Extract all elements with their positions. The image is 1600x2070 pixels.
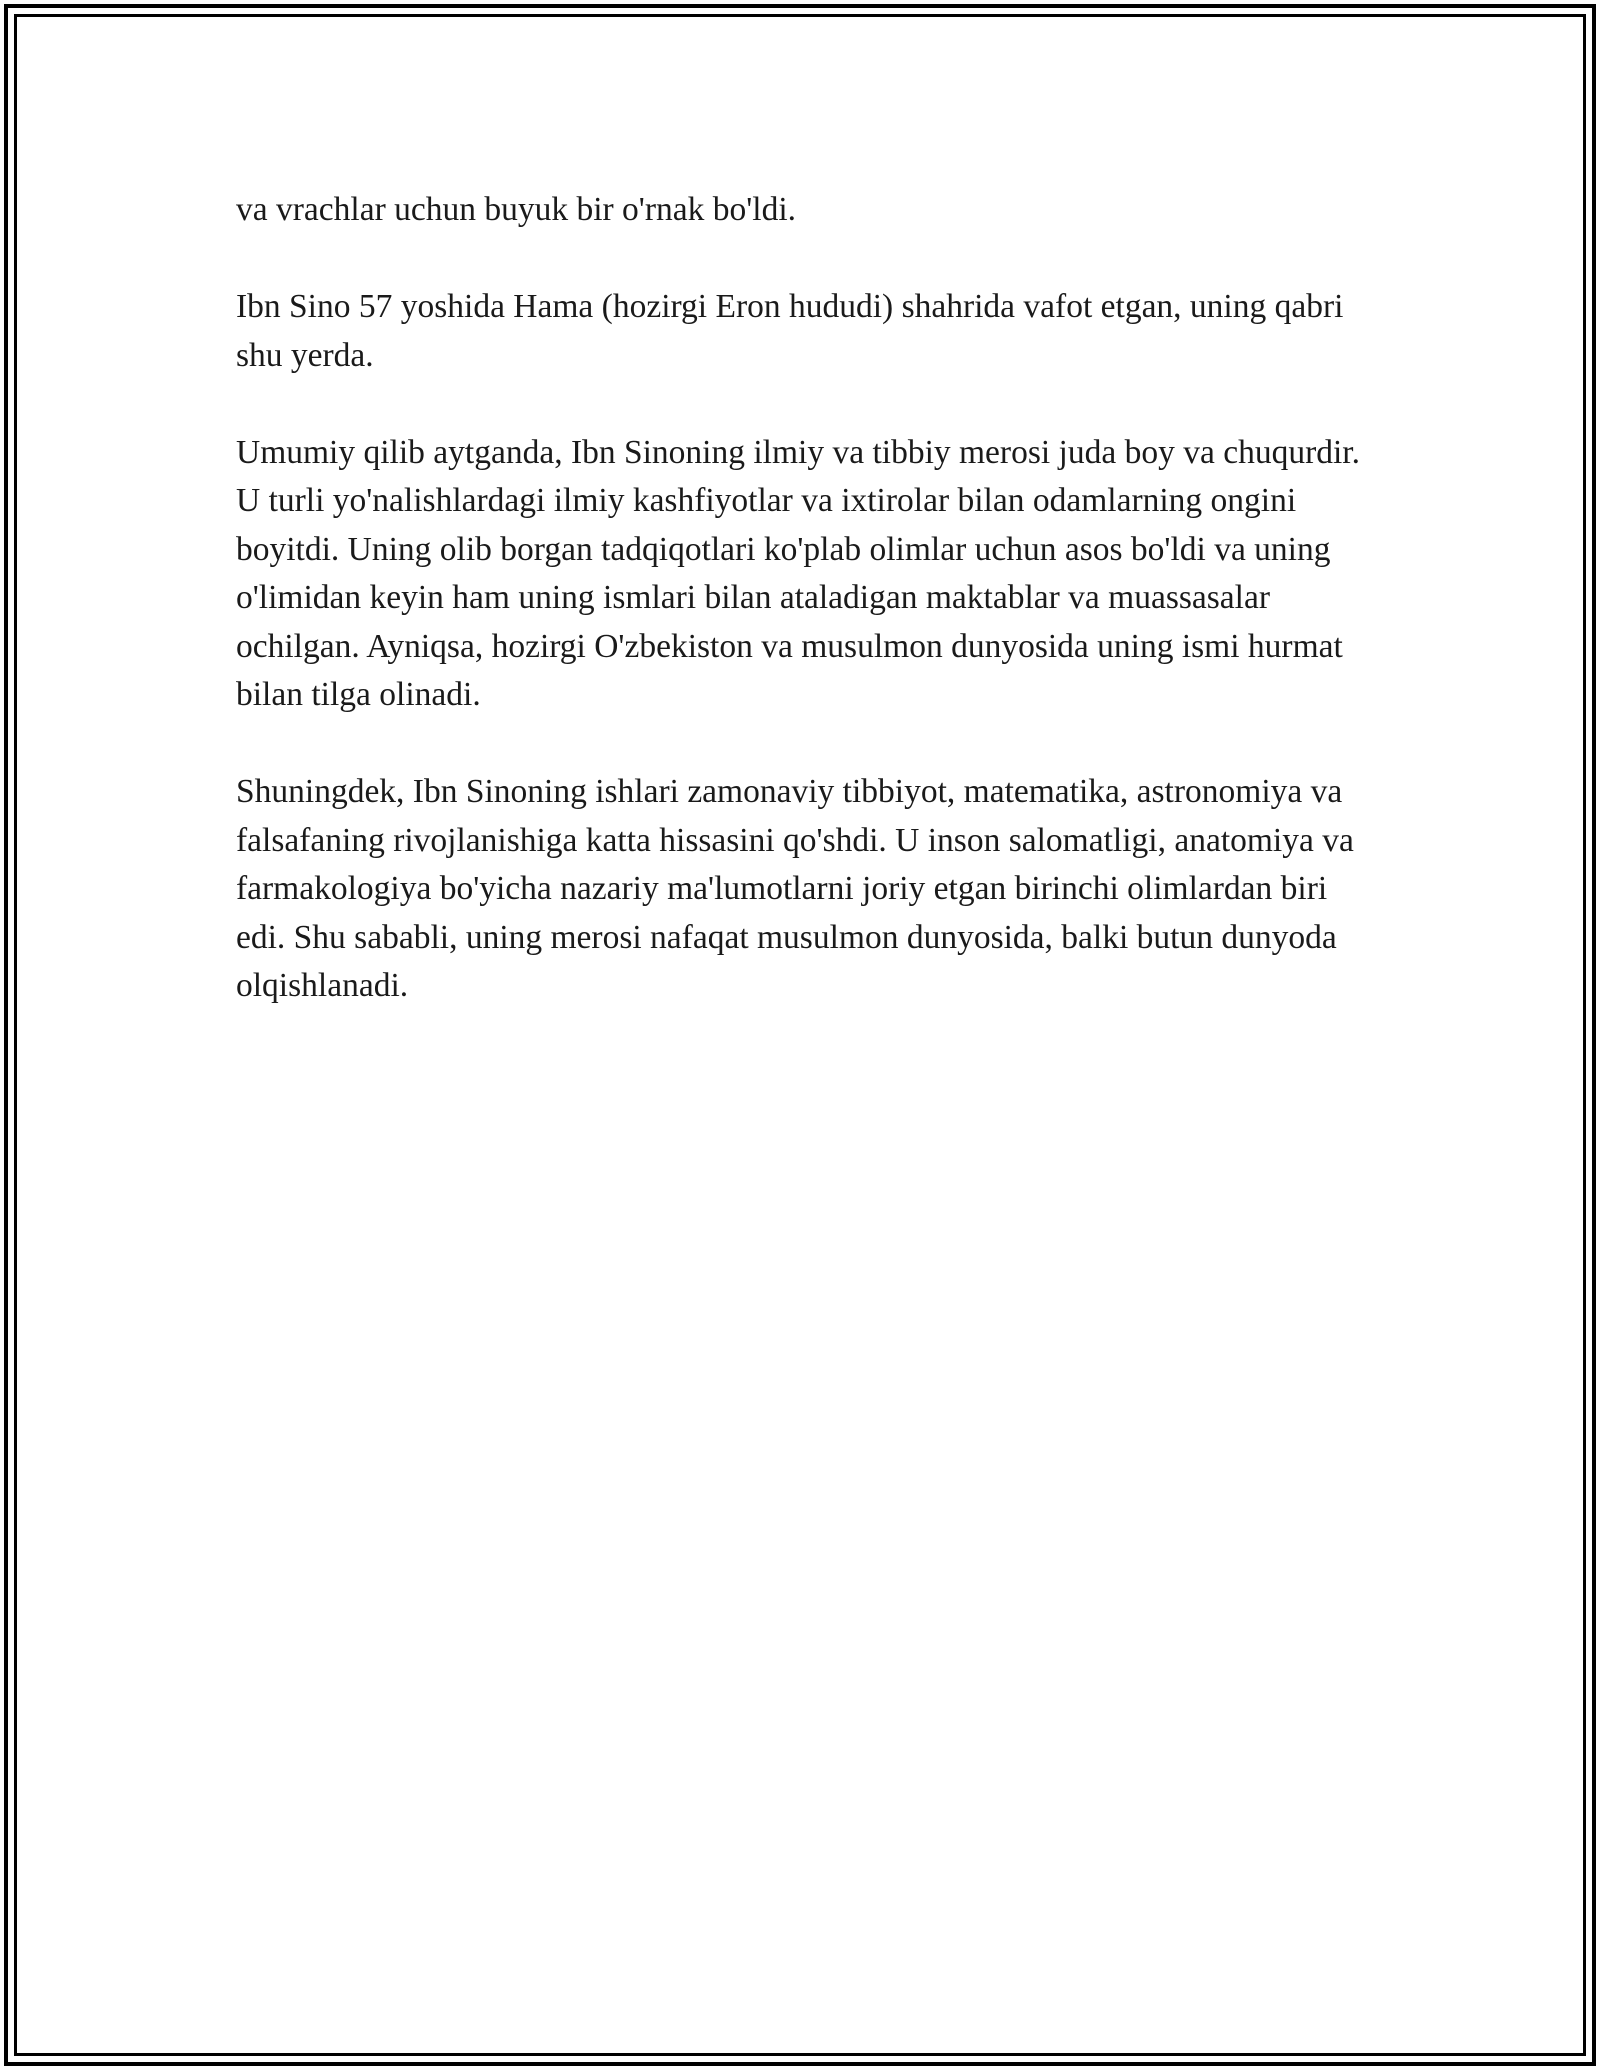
paragraph-contributions: Shuningdek, Ibn Sinoning ishlari zamonaviy tibbiyot, matematika, astronomiya va falsafaning rivojlanishiga katta hissasini qo'shdi. U inson salomatligi, anatomiya va farmakologiya bo'yicha nazariy ma'lumotlarni joriy etgan birinchi olimlardan biri edi. Shu sababli, uning merosi nafaqat musulmon dunyosida, balki butun dunyoda olqishlanadi. (236, 773, 1354, 1004)
paragraph-legacy-summary: Umumiy qilib aytganda, Ibn Sinoning ilmiy va tibbiy merosi juda boy va chuqurdir. U turli yo'nalishlardagi ilmiy kashfiyotlar va ixtirolar bilan odamlarning ongini boyitdi. Uning olib borgan tadqiqotlari ko'plab olimlar uchun asos bo'ldi va uning o'limidan keyin ham uning ismlari bilan ataladigan maktablar va muassasalar ochilgan. Ayniqsa, hozirgi O'zbekiston va musulmon dunyosida uning ismi hurmat bilan tilga olinadi. (236, 433, 1360, 713)
paragraph-death: Ibn Sino 57 yoshida Hama (hozirgi Eron hududi) shahrida vafot etgan, uning qabri shu yerda. (236, 288, 1344, 374)
document-body (236, 186, 1376, 1059)
paragraph-continuation: va vrachlar uchun buyuk bir o'rnak bo'ldi. (236, 191, 797, 228)
